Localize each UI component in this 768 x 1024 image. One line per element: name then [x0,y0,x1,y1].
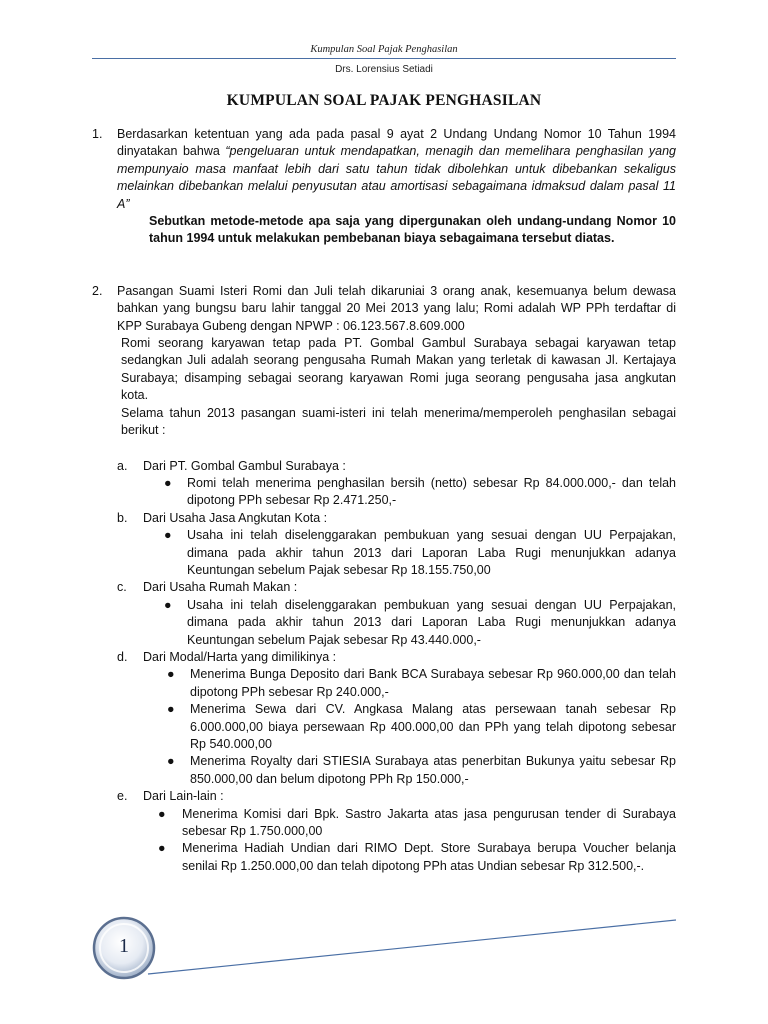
running-header-title: Kumpulan Soal Pajak Penghasilan [310,44,458,55]
question-1-quote: “pengeluaran untuk mendapatkan, menagih dan memelihara penghasilan yang mempunyaio masa manfaat lebih dari satu tahun tidak dibolehkan untuk dibebankan sekaligus melainkan dibebankan melalui penyusutan atau amortisasi sebagaimana idmaksud dalam pasal 11 A” [117,144,676,211]
list-item [143,597,676,649]
bullet-icon: ● [167,667,175,682]
footer-rule [148,920,676,974]
question-1-prompt: Sebutkan metode-metode apa saja yang dipergunakan oleh undang-undang Nomor 10 tahun 1994 untuk melakukan pembebanan biaya sebagaimana tersebut diatas. [149,214,676,246]
question-1-lead: Berdasarkan ketentuan yang ada pada pasal 9 ayat 2 Undang Undang Nomor 10 Tahun 1994 dinyatakan bahwa [117,127,676,159]
income-section-a [117,458,676,510]
section-letter: b. [117,510,128,525]
question-1-text [117,126,676,213]
list-item-text: Menerima Sewa dari CV. Angkasa Malang atas persewaan tanah sebesar Rp 6.000.000,00 biaya persewaan Rp 400.000,00 dan PPh yang telah dipotong sebesar Rp 540.000,00 [190,702,676,751]
page-number: 1 [119,935,129,957]
question-2-paragraph: Romi seorang karyawan tetap pada PT. Gombal Gambul Surabaya sebagai karyawan tetap sedangkan Juli adalah seorang pengusaha Rumah Makan yang terletak di kawasan Jl. Kertajaya Surabaya; disamping sebagai seorang karyawan Romi juga seorang pengusaha jasa angkutan kota. [121,336,676,403]
list-item-text: Menerima Bunga Deposito dari Bank BCA Surabaya sebesar Rp 960.000,00 dan telah dipotong PPh sebesar Rp 240.000,- [190,667,676,699]
list-item [143,527,676,579]
section-letter: c. [117,580,127,595]
income-section-b [117,510,676,580]
running-header-author: Drs. Lorensius Setiadi [335,64,433,75]
bullet-icon: ● [164,528,172,543]
list-item [143,753,676,788]
list-item [143,840,676,875]
bullet-icon: ● [158,806,166,821]
section-title: Dari PT. Gombal Gambul Surabaya : [143,458,346,473]
list-item-text: Menerima Hadiah Undian dari RIMO Dept. Store Surabaya berupa Voucher belanja senilai Rp 1.250.000,00 dan telah dipotong PPh atas Undian sebesar Rp 312.500,-. [182,841,676,873]
section-letter: e. [117,789,128,804]
list-item [143,701,676,753]
section-letter: a. [117,458,128,473]
question-2 [92,283,676,875]
question-2-intro: Pasangan Suami Isteri Romi dan Juli telah dikaruniai 3 orang anak, kesemuanya belum dewasa bahkan yang bungsu baru lahir tanggal 20 Mei 2013 yang lalu; Romi adalah WP PPh terdaftar di KPP Surabaya Gubeng dengan NPWP : 06.123.567.8.609.000 [117,283,676,333]
list-item-text: Usaha ini telah diselenggarakan pembukuan yang sesuai dengan UU Perpajakan, dimana pada akhir tahun 2013 dari Laporan Laba Rugi menunjukkan adanya Keuntungan sebelum Pajak sebesar Rp 18.155.750,00 [187,528,676,577]
bullet-icon: ● [158,841,166,856]
income-section-c [117,579,676,649]
section-title: Dari Usaha Rumah Makan : [143,580,298,595]
question-number: 1. [92,127,103,141]
section-title: Dari Usaha Jasa Angkutan Kota : [143,510,328,525]
header-divider [92,58,676,59]
bullet-icon: ● [167,754,175,769]
list-item [143,806,676,841]
bullet-icon: ● [167,702,175,717]
list-item [143,666,676,701]
section-letter: d. [117,649,128,664]
document-title: KUMPULAN SOAL PAJAK PENGHASILAN [226,92,542,109]
income-section-e [117,788,676,875]
section-title: Dari Lain-lain : [143,789,224,804]
bullet-icon: ● [164,475,172,490]
list-item [143,475,676,510]
question-1 [92,126,676,248]
question-number: 2. [92,283,103,298]
income-section-d [117,649,676,788]
list-item-text: Menerima Royalty dari STIESIA Surabaya atas penerbitan Bukunya yaitu sebesar Rp 850.000,00 dan belum dipotong PPh Rp 150.000,- [190,754,676,786]
question-2-paragraph: Selama tahun 2013 pasangan suami-isteri ini telah menerima/memperoleh penghasilan sebagai berikut : [121,405,676,438]
list-item-text: Romi telah menerima penghasilan bersih (netto) sebesar Rp 84.000.000,- dan telah dipotong PPh sebesar Rp 2.471.250,- [187,475,676,508]
section-title: Dari Modal/Harta yang dimilikinya : [143,649,337,664]
document-body [92,126,676,875]
list-item-text: Usaha ini telah diselenggarakan pembukuan yang sesuai dengan UU Perpajakan, dimana pada akhir tahun 2013 dari Laporan Laba Rugi menunjukkan adanya Keuntungan sebelum Pajak sebesar Rp 43.440.000,- [187,597,676,647]
list-item-text: Menerima Komisi dari Bpk. Sastro Jakarta atas jasa pengurusan tender di Surabaya sebesar Rp 1.750.000,00 [182,806,676,839]
bullet-icon: ● [164,597,172,612]
